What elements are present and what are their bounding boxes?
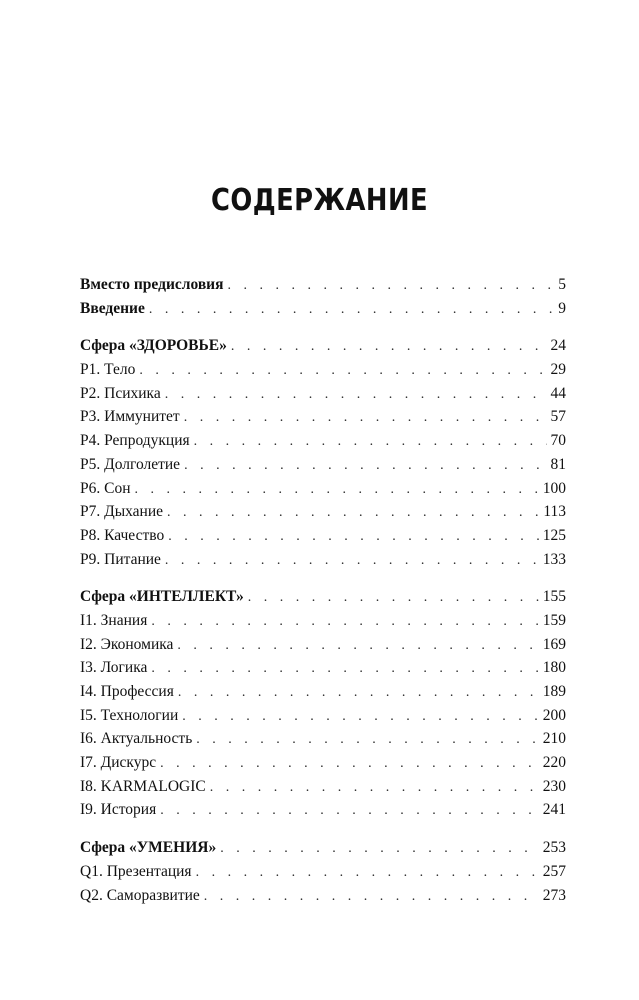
toc-entry-label: P1. Тело: [80, 361, 136, 379]
toc-heading-entry[interactable]: [80, 836, 566, 860]
toc-entry[interactable]: [80, 477, 566, 501]
dot-leader: [194, 430, 547, 454]
toc-entry-label: Q1. Презентация: [80, 862, 192, 880]
toc-entry[interactable]: [80, 633, 566, 657]
toc-entry-page-number: 200: [542, 706, 566, 724]
toc-entry-label: I6. Актуальность: [80, 730, 193, 748]
toc-entry-page-number: 70: [550, 432, 566, 450]
toc-entry-label: I3. Логика: [80, 659, 148, 677]
toc-entry[interactable]: [80, 656, 566, 680]
toc-entry-label: I5. Технологии: [80, 706, 179, 724]
toc-entry-label: I7. Дискурс: [80, 754, 157, 772]
toc-entry[interactable]: [80, 382, 566, 406]
dot-leader: [220, 837, 539, 861]
dot-leader: [196, 728, 538, 752]
toc-entry-page-number: 57: [550, 408, 566, 426]
dot-leader: [204, 885, 539, 909]
toc-entry-label: Введение: [80, 299, 145, 317]
dot-leader: [168, 525, 539, 549]
toc-entry-page-number: 257: [542, 862, 566, 880]
dot-leader: [167, 501, 539, 525]
toc-entry[interactable]: [80, 775, 566, 799]
toc-entry-page-number: 44: [550, 384, 566, 402]
dot-leader: [182, 705, 539, 729]
dot-leader: [231, 335, 547, 359]
toc-entry-label: I4. Профессия: [80, 683, 174, 700]
dot-leader: [165, 383, 547, 407]
dot-leader: [210, 776, 539, 800]
toc-entry[interactable]: [80, 524, 566, 548]
toc-entry-page-number: 169: [542, 635, 566, 653]
toc-entry-page-number: 9: [558, 299, 566, 317]
dot-leader: [228, 274, 555, 298]
toc-entry-page-number: 241: [542, 801, 566, 819]
toc-entry[interactable]: [80, 500, 566, 524]
toc-entry-label: P2. Психика: [80, 384, 161, 402]
toc-entry-page-number: 253: [542, 839, 566, 857]
toc-entry-page-number: 81: [550, 455, 566, 473]
toc-entry-page-number: 230: [542, 777, 566, 795]
toc-entry-label: P6. Сон: [80, 479, 131, 497]
dot-leader: [178, 681, 539, 705]
toc-entry-label: Сфера «ЗДОРОВЬЕ»: [80, 337, 227, 355]
toc-heading-entry[interactable]: [80, 297, 566, 321]
toc-entry[interactable]: [80, 680, 566, 704]
toc-entry-label: I1. Знания: [80, 611, 148, 629]
toc-entry-page-number: 220: [542, 754, 566, 772]
toc-entry-label: Сфера «ИНТЕЛЛЕКТ»: [80, 588, 244, 606]
toc-entry-page-number: 24: [550, 337, 566, 355]
toc-entry[interactable]: [80, 727, 566, 751]
toc-entry-page-number: 180: [542, 659, 566, 677]
dot-leader: [165, 549, 539, 573]
toc-entry[interactable]: [80, 884, 566, 908]
dot-leader: [135, 478, 539, 502]
toc-entry[interactable]: [80, 405, 566, 429]
toc-entry-label: I8. KARMALOGIC: [80, 777, 206, 795]
toc-entry-label: P3. Иммунитет: [80, 408, 180, 426]
dot-leader: [184, 454, 546, 478]
dot-leader: [149, 298, 554, 322]
dot-leader: [196, 861, 539, 885]
toc-heading-entry[interactable]: [80, 334, 566, 358]
toc-entry-page-number: 155: [542, 588, 566, 606]
toc-entry-label: Сфера «УМЕНИЯ»: [80, 839, 217, 857]
toc-entry-page-number: 125: [542, 526, 566, 544]
toc-entry-page-number: 189: [542, 683, 566, 700]
toc-entry-label: P8. Качество: [80, 526, 165, 544]
toc-entry[interactable]: [80, 548, 566, 572]
toc-section: [80, 334, 566, 571]
toc-entry[interactable]: [80, 751, 566, 775]
dot-leader: [160, 752, 539, 776]
toc-entry-page-number: 273: [542, 886, 566, 904]
toc-entry[interactable]: [80, 429, 566, 453]
table-of-contents: [80, 273, 566, 921]
toc-section: [80, 836, 566, 907]
toc-entry-label: P5. Долголетие: [80, 455, 181, 473]
toc-entry-label: I2. Экономика: [80, 635, 174, 653]
toc-entry-label: P4. Репродукция: [80, 432, 190, 450]
toc-entry[interactable]: [80, 704, 566, 728]
toc-entry-page-number: 100: [542, 479, 566, 497]
toc-entry-label: I9. История: [80, 801, 157, 819]
toc-entry-page-number: 133: [542, 550, 566, 568]
toc-entry-page-number: 159: [542, 611, 566, 629]
toc-entry-label: P9. Питание: [80, 550, 161, 568]
toc-entry-label: Вместо предисловия: [80, 276, 224, 293]
toc-entry-page-number: 5: [558, 276, 566, 293]
toc-entry[interactable]: [80, 609, 566, 633]
dot-leader: [151, 657, 538, 681]
page-title: СОДЕРЖАНИЕ: [210, 183, 429, 219]
toc-entry-label: P7. Дыхание: [80, 503, 164, 521]
dot-leader: [248, 586, 539, 610]
toc-entry-label: Q2. Саморазвитие: [80, 886, 200, 904]
toc-entry-page-number: 210: [542, 730, 566, 748]
toc-entry[interactable]: [80, 358, 566, 382]
dot-leader: [184, 406, 547, 430]
toc-entry-page-number: 113: [543, 503, 566, 521]
toc-heading-entry[interactable]: [80, 585, 566, 609]
toc-section: [80, 273, 566, 320]
toc-section: [80, 585, 566, 822]
dot-leader: [151, 610, 538, 634]
toc-entry[interactable]: [80, 798, 566, 822]
toc-entry-page-number: 29: [550, 361, 566, 379]
toc-entry[interactable]: [80, 453, 566, 477]
toc-heading-entry[interactable]: [80, 273, 566, 297]
dot-leader: [177, 634, 538, 658]
dot-leader: [139, 359, 546, 383]
toc-entry[interactable]: [80, 860, 566, 884]
dot-leader: [160, 799, 539, 823]
